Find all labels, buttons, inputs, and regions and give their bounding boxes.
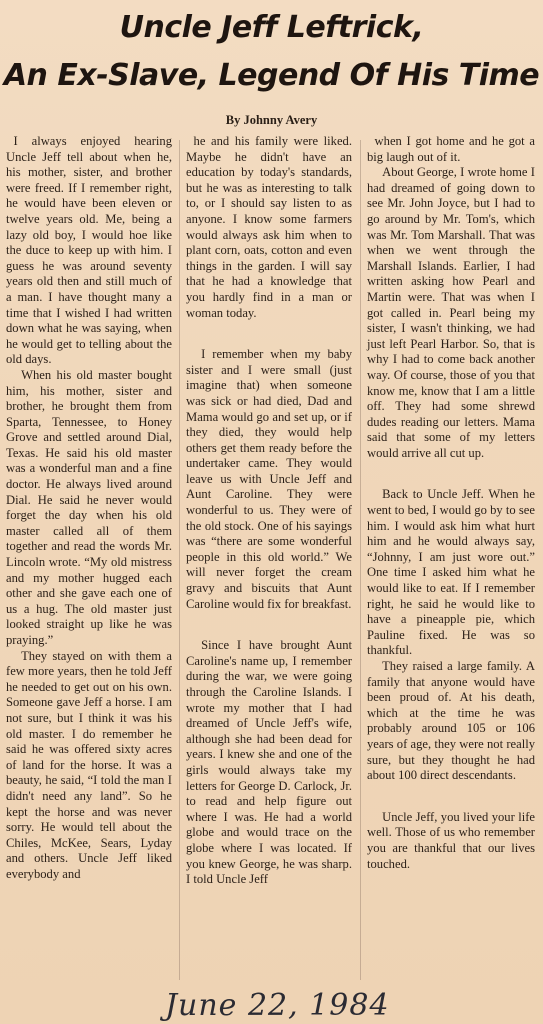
paragraph: I always enjoyed hearing Uncle Jeff tell about when he, his mother, sister, and brother were freed. If I remember right, he would have been eleven or twelve years old. Me, being a lazy old boy, I would hoe like the duce to keep up with him. I guess he was around seventy years old then and still much of a man. I have thought many a time that I wished I had written down what he was saying, when he would get to telling about the old days. xyxy=(6,134,172,367)
headline-line-2: An Ex-Slave, Legend Of His Time xyxy=(3,58,540,93)
article-column-3 xyxy=(367,134,535,872)
handwritten-date: June 22, 1984 xyxy=(165,988,390,1023)
paragraph: Back to Uncle Jeff. When he went to bed, I would go by to see him. I would ask him what hurt him and he would always say, “Johnny, I am just wore out.” One time I asked him what he would like to eat. If I remember right, he said he would like to have a pineapple pie, which Pauline fixed. He was so thankful. xyxy=(367,487,535,658)
paragraph: I remember when my baby sister and I were small (just imagine that) when someone was sick or had died, Dad and Mama would go and set up, or if they died, they would help others get them ready before the undertaker came. They would leave us with Uncle Jeff and Aunt Caroline. They were wonderful to us. They were of the old stock. One of his sayings was “there are some wonderful people in this old world.” We will never forget the cream gravy and biscuits that Aunt Caroline would fix for breakfast. xyxy=(186,347,352,611)
paragraph: They stayed on with them a few more years, then he told Jeff he needed to get out on his own. Someone gave Jeff a horse. I am not sure, but I think it was his old master. I do remember he said he was offered sixty acres of land for the horse. It was a beauty, he said, “I told the man I didn't need any land”. So he kept the horse and was never sorry. He would tell about the Chiles, McKee, Sears, Lyday and others. Uncle Jeff liked everybody and xyxy=(6,648,172,881)
article-column-2 xyxy=(186,134,352,888)
paragraph: They raised a large family. A family that anyone would have been proud of. At his death, which at the time he was probably around 105 or 106 years of age, they were not really sure, but they thought he had about 100 direct descendants. xyxy=(367,659,535,783)
paragraph: When his old master bought him, his mother, sister and brother, he brought them from Sparta, Tennessee, to Honey Grove and settled around Dial, Texas. He said his old master was a wonderful man and a fine doctor. He always lived around Dial. He said he never would forget the day when his old master called all of them together and read the words Mr. Lincoln wrote. “My old mistress and my mother hugged each other and she gave each one of us a hug. The old master just looked straight up like he was praying.” xyxy=(6,367,172,647)
column-divider xyxy=(360,140,361,980)
article-column-1 xyxy=(6,134,172,883)
paragraph: he and his family were liked. Maybe he didn't have an education by today's standards, but he was as interesting to talk to, or I should say listen to as anyone. I know some farmers would always ask him when to plant corn, oats, cotton and even things in the garden. I will say that he had a knowledge that you hardly find in a man or woman today. xyxy=(186,134,352,320)
byline: By Johnny Avery xyxy=(225,113,318,127)
column-divider xyxy=(179,140,180,980)
paragraph: Since I have brought Aunt Caroline's name up, I remember during the war, we were going through the Caroline Islands. I wrote my mother that I had dreamed of Uncle Jeff's wife, although she had been dead for years. I knew she and one of the girls would always take my letters for George D. Carlock, Jr. to read and help figure out where I was. He had a world globe and would trace on the globe where I was located. If you knew George, he was sharp. I told Uncle Jeff xyxy=(186,638,352,887)
paragraph: About George, I wrote home I had dreamed of going down to see Mr. John Joyce, but I had to go around by Mr. Tom's, which was Mr. Tom Marshall. That was when we went through the Marshall Islands. Earlier, I had written asking how Pearl and Martin were. That was when I got called in. Pearl being my sister, I wasn't thinking, we had just left Pearl Harbor. So, that is why I had to come back another way. Of course, those of you that know me, know that I am a little off. They had some shrewd dudes reading our letters. Mama said that some of my letters would arrive all cut up. xyxy=(367,165,535,460)
headline-line-1: Uncle Jeff Leftrick, xyxy=(119,10,424,45)
paragraph: Uncle Jeff, you lived your life well. Those of us who remember you are thankful that our lives touched. xyxy=(367,809,535,871)
paragraph: when I got home and he got a big laugh out of it. xyxy=(367,134,535,164)
